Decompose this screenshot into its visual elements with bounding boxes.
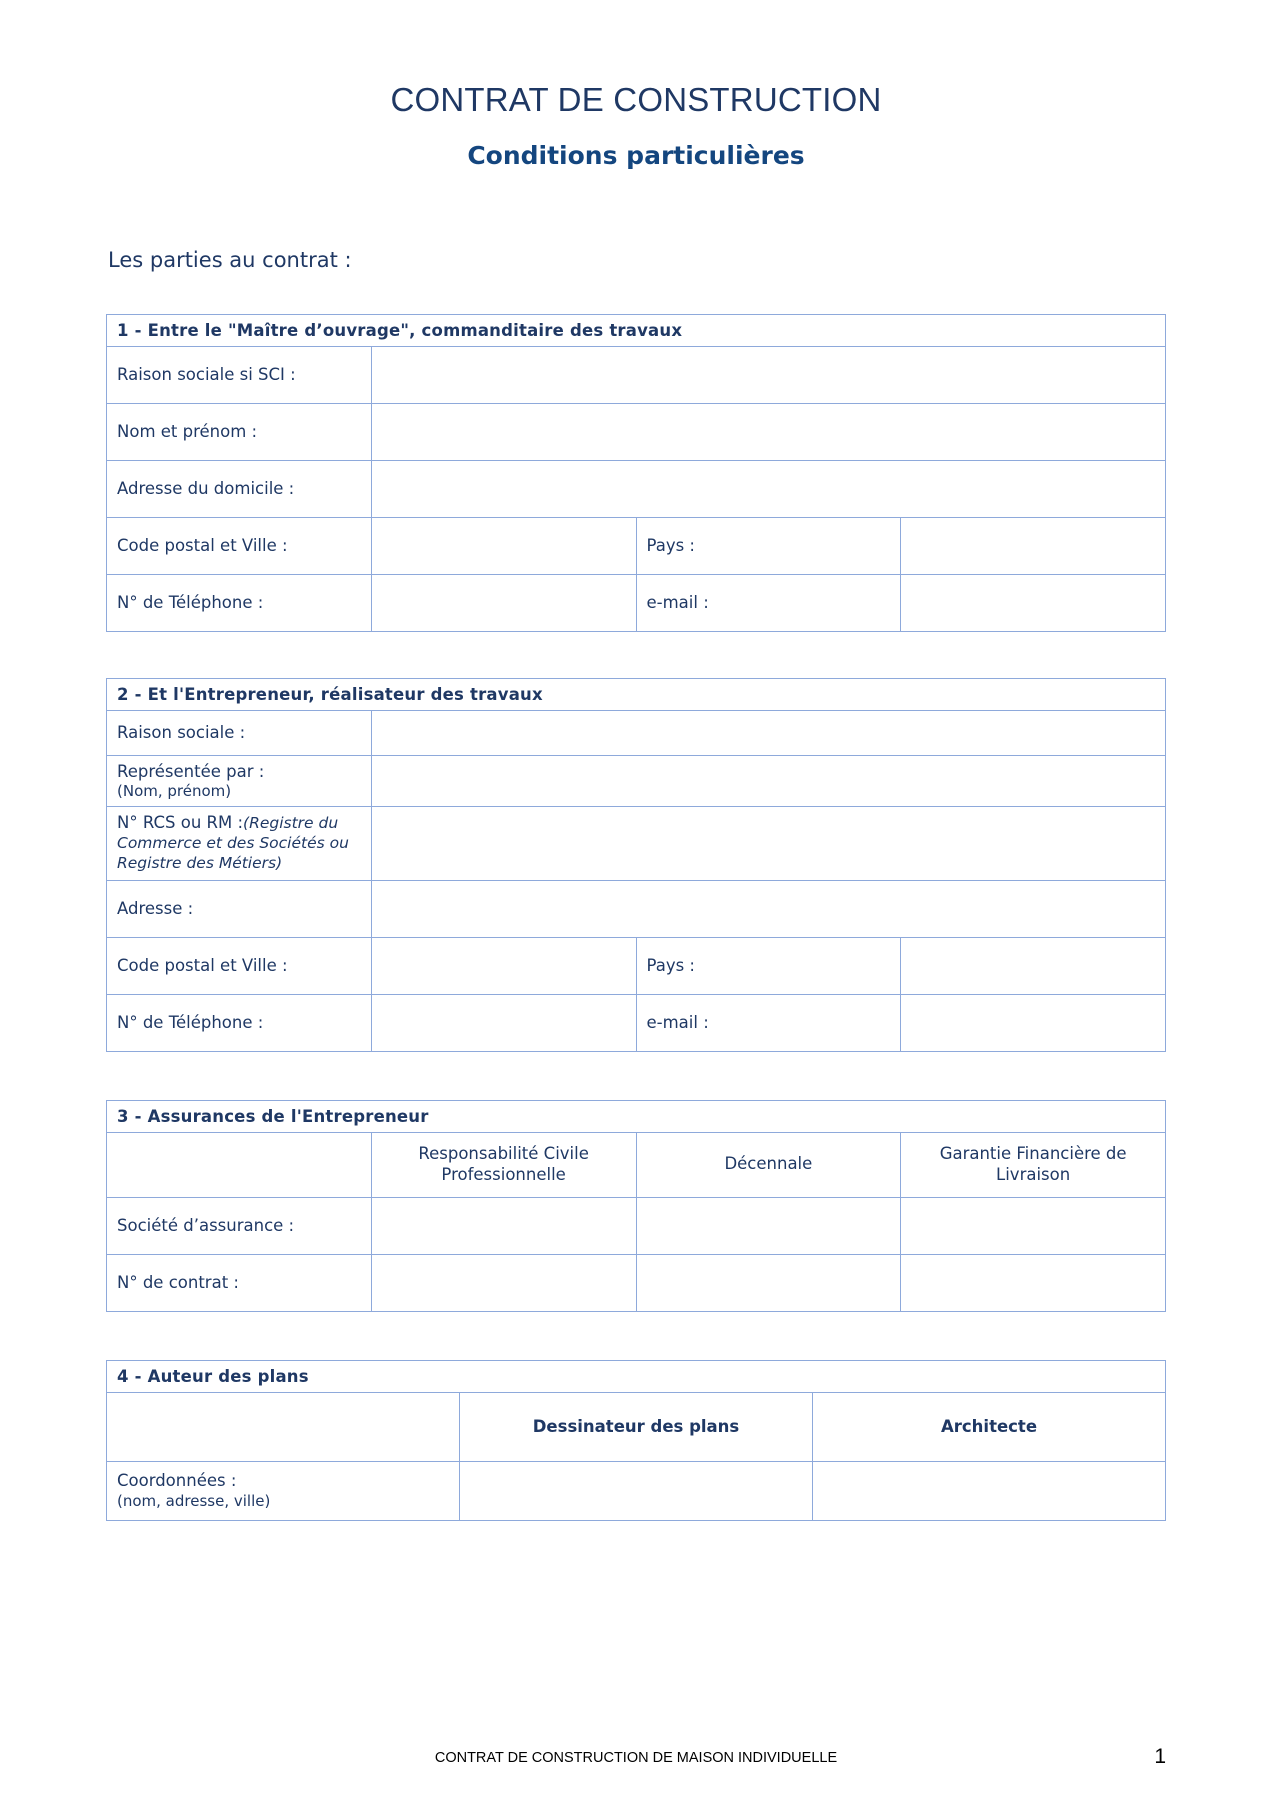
- assurances-corner-cell: [107, 1132, 372, 1197]
- field-raison-sociale-sci[interactable]: [371, 346, 1165, 403]
- label-representee-par-sub: (Nom, prénom): [117, 781, 232, 800]
- section-1-header: 1 - Entre le "Maître d’ouvrage", commanditaire des travaux: [107, 314, 1166, 346]
- field-societe-assurance-rc[interactable]: [371, 1197, 636, 1254]
- field-societe-assurance-garantie[interactable]: [901, 1197, 1166, 1254]
- section-1-block: [106, 314, 1166, 632]
- field-entrepreneur-telephone[interactable]: [371, 994, 636, 1051]
- table-row: [107, 1461, 1166, 1520]
- column-header-decennale: Décennale: [636, 1132, 901, 1197]
- table-row: [107, 1360, 1166, 1392]
- spacer: [0, 1312, 1272, 1360]
- label-entrepreneur-adresse: Adresse :: [107, 880, 372, 937]
- label-numero-contrat: N° de contrat :: [107, 1254, 372, 1311]
- section-4-header: 4 - Auteur des plans: [107, 1360, 1166, 1392]
- field-entrepreneur-code-postal[interactable]: [371, 937, 636, 994]
- label-adresse-domicile: Adresse du domicile :: [107, 460, 372, 517]
- field-coordonnees-dessinateur[interactable]: [460, 1461, 813, 1520]
- field-entrepreneur-pays[interactable]: [901, 937, 1166, 994]
- field-entrepreneur-raison-sociale[interactable]: [371, 710, 1165, 755]
- label-entrepreneur-raison-sociale: Raison sociale :: [107, 710, 372, 755]
- section-3-block: [106, 1100, 1166, 1312]
- section-3-header: 3 - Assurances de l'Entrepreneur: [107, 1100, 1166, 1132]
- label-coordonnees: [107, 1461, 460, 1520]
- table-auteur-plans: [106, 1360, 1166, 1521]
- table-row: [107, 1392, 1166, 1461]
- table-row: [107, 314, 1166, 346]
- label-entrepreneur-telephone: N° de Téléphone :: [107, 994, 372, 1051]
- field-rcs-rm[interactable]: [371, 807, 1165, 880]
- parties-lead-text: Les parties au contrat :: [108, 247, 352, 272]
- table-row: [107, 710, 1166, 755]
- footer-inner: [106, 1745, 1166, 1768]
- section-2-block: [106, 678, 1166, 1052]
- field-entrepreneur-adresse[interactable]: [371, 880, 1165, 937]
- label-telephone: N° de Téléphone :: [107, 574, 372, 631]
- label-raison-sociale-sci: Raison sociale si SCI :: [107, 346, 372, 403]
- field-entrepreneur-email[interactable]: [901, 994, 1166, 1051]
- label-rcs-rm-note: (Registre du Commerce et des Sociétés ou Registre des Métiers): [117, 814, 349, 873]
- table-row: [107, 1197, 1166, 1254]
- table-row: [107, 460, 1166, 517]
- label-rcs-rm: [107, 807, 372, 880]
- page-subtitle: Conditions particulières: [467, 141, 805, 171]
- label-coordonnees-sub: (nom, adresse, ville): [117, 1491, 271, 1510]
- table-row: [107, 807, 1166, 880]
- auteur-plans-corner-cell: [107, 1392, 460, 1461]
- field-email[interactable]: [901, 574, 1166, 631]
- table-row: [107, 574, 1166, 631]
- field-societe-assurance-decennale[interactable]: [636, 1197, 901, 1254]
- field-pays[interactable]: [901, 517, 1166, 574]
- table-row: [107, 994, 1166, 1051]
- column-header-garantie-financiere: Garantie Financière de Livraison: [901, 1132, 1166, 1197]
- label-entrepreneur-pays: Pays :: [636, 937, 901, 994]
- label-pays: Pays :: [636, 517, 901, 574]
- table-assurances: [106, 1100, 1166, 1312]
- section-2-header: 2 - Et l'Entrepreneur, réalisateur des travaux: [107, 678, 1166, 710]
- section-4-block: [106, 1360, 1166, 1521]
- label-email: e-mail :: [636, 574, 901, 631]
- field-representee-par[interactable]: [371, 755, 1165, 806]
- label-code-postal-ville: Code postal et Ville :: [107, 517, 372, 574]
- label-rcs-rm-main: N° RCS ou RM :: [117, 813, 244, 833]
- table-entrepreneur: [106, 678, 1166, 1052]
- label-entrepreneur-email: e-mail :: [636, 994, 901, 1051]
- table-row: [107, 880, 1166, 937]
- label-representee-par: [107, 755, 372, 806]
- field-coordonnees-architecte[interactable]: [813, 1461, 1166, 1520]
- table-row: [107, 346, 1166, 403]
- table-row: [107, 755, 1166, 806]
- footer-page-number: 1: [1154, 1745, 1166, 1768]
- label-entrepreneur-code-postal: Code postal et Ville :: [107, 937, 372, 994]
- field-code-postal-ville[interactable]: [371, 517, 636, 574]
- table-row: [107, 1132, 1166, 1197]
- spacer: [0, 1052, 1272, 1100]
- footer-text: CONTRAT DE CONSTRUCTION DE MAISON INDIVIDUELLE: [434, 1750, 838, 1766]
- label-nom-prenom: Nom et prénom :: [107, 403, 372, 460]
- label-representee-par-main: Représentée par :: [117, 761, 265, 781]
- table-maitre-ouvrage: [106, 314, 1166, 632]
- column-header-dessinateur: Dessinateur des plans: [460, 1392, 813, 1461]
- spacer: [0, 632, 1272, 678]
- table-row: [107, 1100, 1166, 1132]
- label-societe-assurance: Société d’assurance :: [107, 1197, 372, 1254]
- label-coordonnees-main: Coordonnées :: [117, 1471, 237, 1491]
- field-adresse-domicile[interactable]: [371, 460, 1165, 517]
- table-row: [107, 678, 1166, 710]
- field-numero-contrat-decennale[interactable]: [636, 1254, 901, 1311]
- field-nom-prenom[interactable]: [371, 403, 1165, 460]
- table-row: [107, 403, 1166, 460]
- column-header-architecte: Architecte: [813, 1392, 1166, 1461]
- column-header-rc-pro: Responsabilité Civile Professionnelle: [371, 1132, 636, 1197]
- table-row: [107, 517, 1166, 574]
- field-numero-contrat-rc[interactable]: [371, 1254, 636, 1311]
- field-telephone[interactable]: [371, 574, 636, 631]
- table-row: [107, 937, 1166, 994]
- page-title: CONTRAT DE CONSTRUCTION: [390, 81, 882, 118]
- page-footer: [0, 1745, 1272, 1768]
- table-row: [107, 1254, 1166, 1311]
- field-numero-contrat-garantie[interactable]: [901, 1254, 1166, 1311]
